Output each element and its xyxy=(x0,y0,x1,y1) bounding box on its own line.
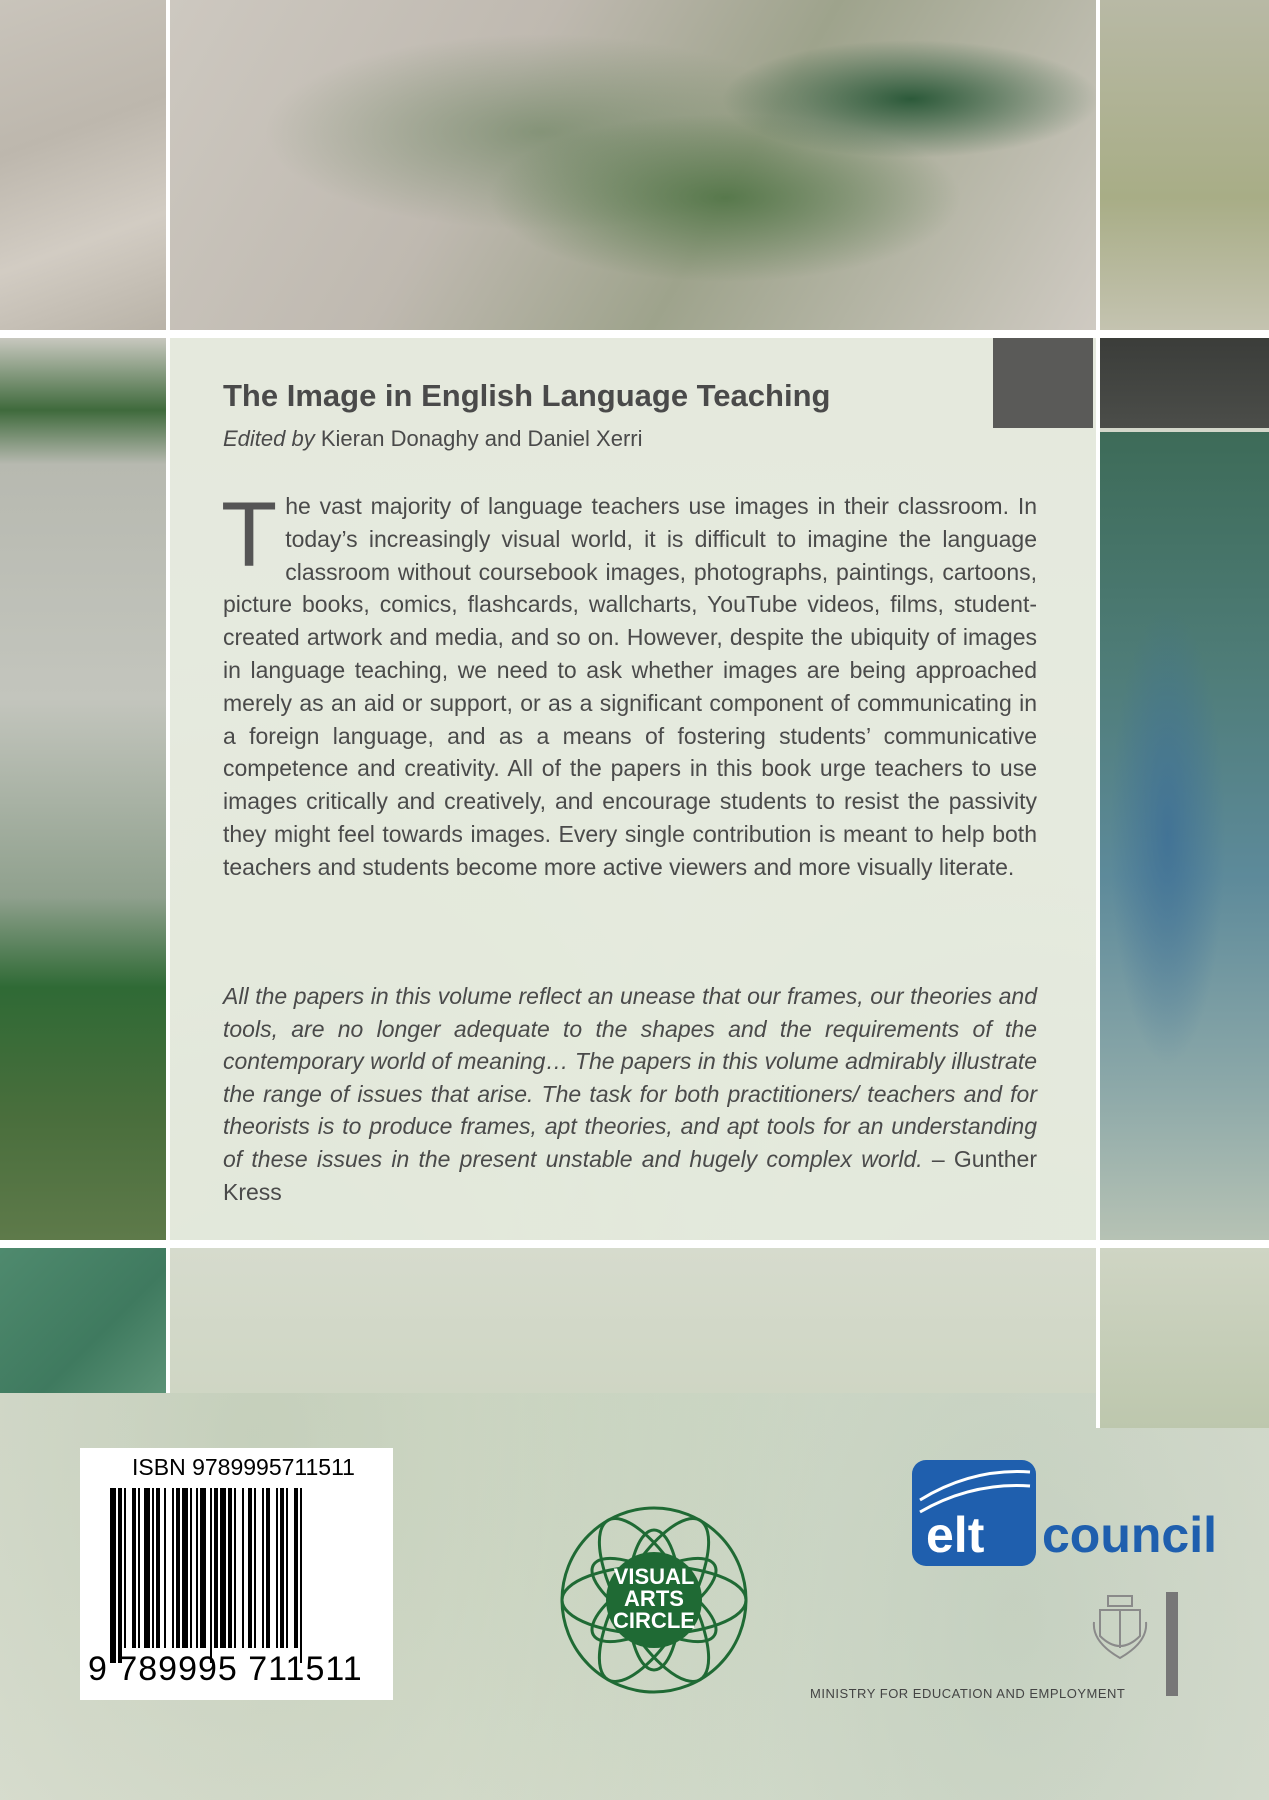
gray-accent-square xyxy=(993,338,1093,428)
painting-tile-bottom-right xyxy=(1100,1248,1269,1428)
painting-tile-top-right xyxy=(1100,0,1269,330)
grid-line-horizontal-bottom xyxy=(0,1240,1269,1248)
barcode-bar xyxy=(214,1488,218,1648)
ministry-label: MINISTRY FOR EDUCATION AND EMPLOYMENT xyxy=(810,1686,1126,1701)
barcode-bar xyxy=(262,1488,264,1648)
quote-attribution: – Gunther Kress xyxy=(223,1145,1037,1205)
barcode-bar xyxy=(196,1488,198,1648)
endorsement-quote xyxy=(223,980,1037,1208)
barcode-box xyxy=(80,1448,393,1700)
barcode-bar xyxy=(300,1488,302,1663)
barcode-bar xyxy=(118,1488,122,1663)
barcode-bar xyxy=(200,1488,206,1648)
barcode-bar xyxy=(172,1488,174,1648)
elt-word: elt xyxy=(926,1507,985,1563)
barcode-bar xyxy=(220,1488,226,1648)
barcode-bar xyxy=(124,1488,126,1648)
painting-tile-top-left xyxy=(0,0,166,330)
painting-tile-bottom-center xyxy=(170,1248,1096,1393)
book-title: The Image in English Language Teaching xyxy=(223,378,831,413)
barcode-bar xyxy=(294,1488,298,1648)
barcode-bar xyxy=(242,1488,244,1648)
barcode-bar xyxy=(210,1488,212,1663)
painting-tile-top-center xyxy=(170,0,1096,330)
barcode-bar xyxy=(228,1488,232,1648)
isbn-label: ISBN 9789995711511 xyxy=(132,1454,355,1480)
ministry-divider-bar xyxy=(1166,1592,1178,1696)
barcode-bar xyxy=(144,1488,150,1648)
barcode-bar xyxy=(132,1488,136,1648)
painting-tile-mid-right-top xyxy=(1100,338,1269,428)
vac-word-circle: CIRCLE xyxy=(613,1608,695,1633)
barcode-bar xyxy=(286,1488,288,1648)
barcode-bar xyxy=(190,1488,192,1648)
quote-text: All the papers in this volume reflect an unease that our frames, our theories and tools, are no longer adequate to the shapes and the requirements of the contemporary world of meaning… The papers in this volume admirably illustrate the range of issues that arise. The task for both practitioners/ teachers and for theorists is to produce frames, apt theories, and apt tools for an understanding of these issues in the present unstable and hugely complex world. xyxy=(223,983,1037,1172)
barcode-bar xyxy=(138,1488,140,1648)
edited-by-label: Edited by xyxy=(223,426,315,451)
barcode-digits: 9 789995 711511 xyxy=(88,1650,363,1688)
malta-coat-of-arms-icon xyxy=(1090,1592,1150,1662)
editors-line xyxy=(223,426,643,452)
barcode-bar xyxy=(280,1488,284,1648)
barcode-bar xyxy=(152,1488,154,1648)
visual-arts-circle-logo xyxy=(554,1500,754,1700)
barcode-bar xyxy=(110,1488,116,1663)
grid-line-horizontal-top xyxy=(0,330,1269,338)
barcode-bar xyxy=(176,1488,180,1648)
barcode-bar xyxy=(182,1488,188,1648)
painting-tile-mid-left xyxy=(0,338,166,1240)
barcode-bar xyxy=(156,1488,160,1648)
barcode-bar xyxy=(234,1488,236,1648)
editor-names: Kieran Donaghy and Daniel Xerri xyxy=(320,426,643,451)
painting-tile-mid-right xyxy=(1100,432,1269,1240)
grid-line-vertical-left xyxy=(166,0,170,1393)
vac-word-visual: VISUAL xyxy=(613,1564,695,1589)
barcode-bar xyxy=(266,1488,270,1648)
council-word: council xyxy=(1042,1507,1218,1563)
blurb-paragraph xyxy=(221,484,1037,884)
grid-line-vertical-right xyxy=(1096,0,1100,1428)
barcode-bar xyxy=(254,1488,256,1648)
barcode-bar xyxy=(276,1488,278,1648)
vac-word-arts: ARTS xyxy=(624,1586,684,1611)
painting-tile-bottom-left xyxy=(0,1248,166,1393)
barcode-bar xyxy=(164,1488,166,1648)
elt-council-logo xyxy=(912,1460,1218,1568)
drop-cap: T xyxy=(221,484,278,586)
barcode-bar xyxy=(248,1488,252,1648)
blurb-text: he vast majority of language teachers use images in their classroom. In today’s increasingly visual world, it is difficult to imagine the language classroom without coursebook images, photographs, paintings, cartoons, picture books, comics, flashcards, wallcharts, YouTube videos, films, student-created artwork and media, and so on. However, despite the ubiquity of images in language teaching, we need to ask whether images are being approached merely as an aid or support, or as a significant component of communicating in a foreign language, and as a means of fostering students’ communicative competence and creativity. All of the papers in this book urge teachers to use images critically and creatively, and encourage students to resist the passivity they might feel towards images. Every single contribution is meant to help both teachers and students become more active viewers and more visually literate. xyxy=(223,493,1037,880)
